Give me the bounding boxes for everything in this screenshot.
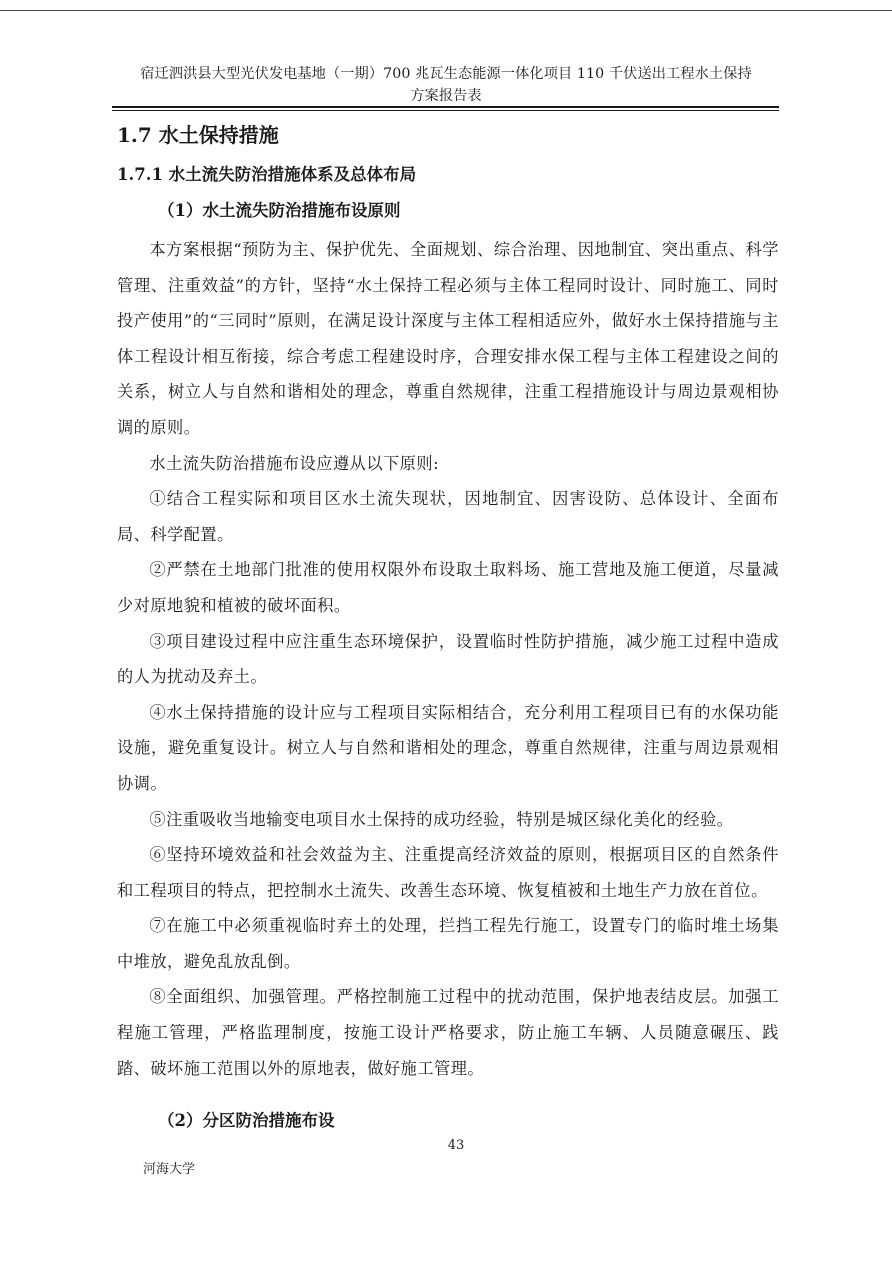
section-heading: 1.7 水土保持措施	[117, 123, 279, 147]
principle-1: ①结合工程实际和项目区水土流失现状，因地制宜、因害设防、总体设计、全面布局、科学配置。	[117, 489, 779, 544]
body-text	[117, 232, 779, 1086]
subsection-heading: 1.7.1 水土流失防治措施体系及总体布局	[117, 165, 417, 184]
paragraph-intro: 本方案根据“预防为主、保护优先、全面规划、综合治理、因地制宜、突出重点、科学管理、注重效益”的方针，坚持“水土保持工程必须与主体工程同时设计、同时施工、同时投产使用”的“三同时”原则，在满足设计深度与主体工程相适应外，做好水土保持措施与主体工程设计相互衔接，综合考虑工程建设时序，合理安排水保工程与主体工程建设之间的关系，树立人与自然和谐相处的理念，尊重自然规律，注重工程措施设计与周边景观相协调的原则。	[117, 240, 779, 437]
header-rule-thin	[112, 110, 779, 111]
paragraph-principles-lead: 水土流失防治措施布设应遵从以下原则:	[149, 453, 440, 473]
principle-8: ⑧全面组织、加强管理。严格控制施工过程中的扰动范围，保护地表结皮层。加强工程施工管理，严格监理制度，按施工设计严格要求，防止施工车辆、人员随意碾压、践踏、破坏施工范围以外的原地表，做好施工管理。	[117, 987, 779, 1078]
principle-7: ⑦在施工中必须重视临时弃土的处理，拦挡工程先行施工，设置专门的临时堆土场集中堆放，避免乱放乱倒。	[117, 916, 779, 971]
item-1-heading: （1）水土流失防治措施布设原则	[158, 201, 401, 220]
page-top-border	[0, 10, 892, 11]
page-number: 43	[447, 1138, 465, 1153]
principle-3: ③项目建设过程中应注重生态环境保护，设置临时性防护措施，减少施工过程中造成的人为扰动及弃土。	[117, 631, 779, 687]
running-header-line-1: 宿迁泗洪县大型光伏发电基地（一期）700 兆瓦生态能源一体化项目 110 千伏送出工程水土保持	[140, 66, 752, 82]
running-header-line-2: 方案报告表	[410, 88, 482, 104]
principle-6: ⑥坚持环境效益和社会效益为主、注重提高经济效益的原则，根据项目区的自然条件和工程项目的特点，把控制水土流失、改善生态环境、恢复植被和土地生产力放在首位。	[117, 845, 779, 900]
principle-2: ②严禁在土地部门批准的使用权限外布设取土取料场、施工营地及施工便道，尽量减少对原地貌和植被的破坏面积。	[117, 560, 779, 615]
footer-organization: 河海大学	[143, 1162, 196, 1177]
item-2-heading: （2）分区防治措施布设	[158, 1111, 335, 1130]
principle-5: ⑤注重吸收当地输变电项目水土保持的成功经验，特别是城区绿化美化的经验。	[149, 809, 734, 829]
running-header	[112, 63, 780, 107]
header-rule-thick	[112, 106, 779, 108]
principle-4: ④水土保持措施的设计应与工程项目实际相结合，充分利用工程项目已有的水保功能设施，避免重复设计。树立人与自然和谐相处的理念，尊重自然规律，注重与周边景观相协调。	[117, 702, 779, 793]
